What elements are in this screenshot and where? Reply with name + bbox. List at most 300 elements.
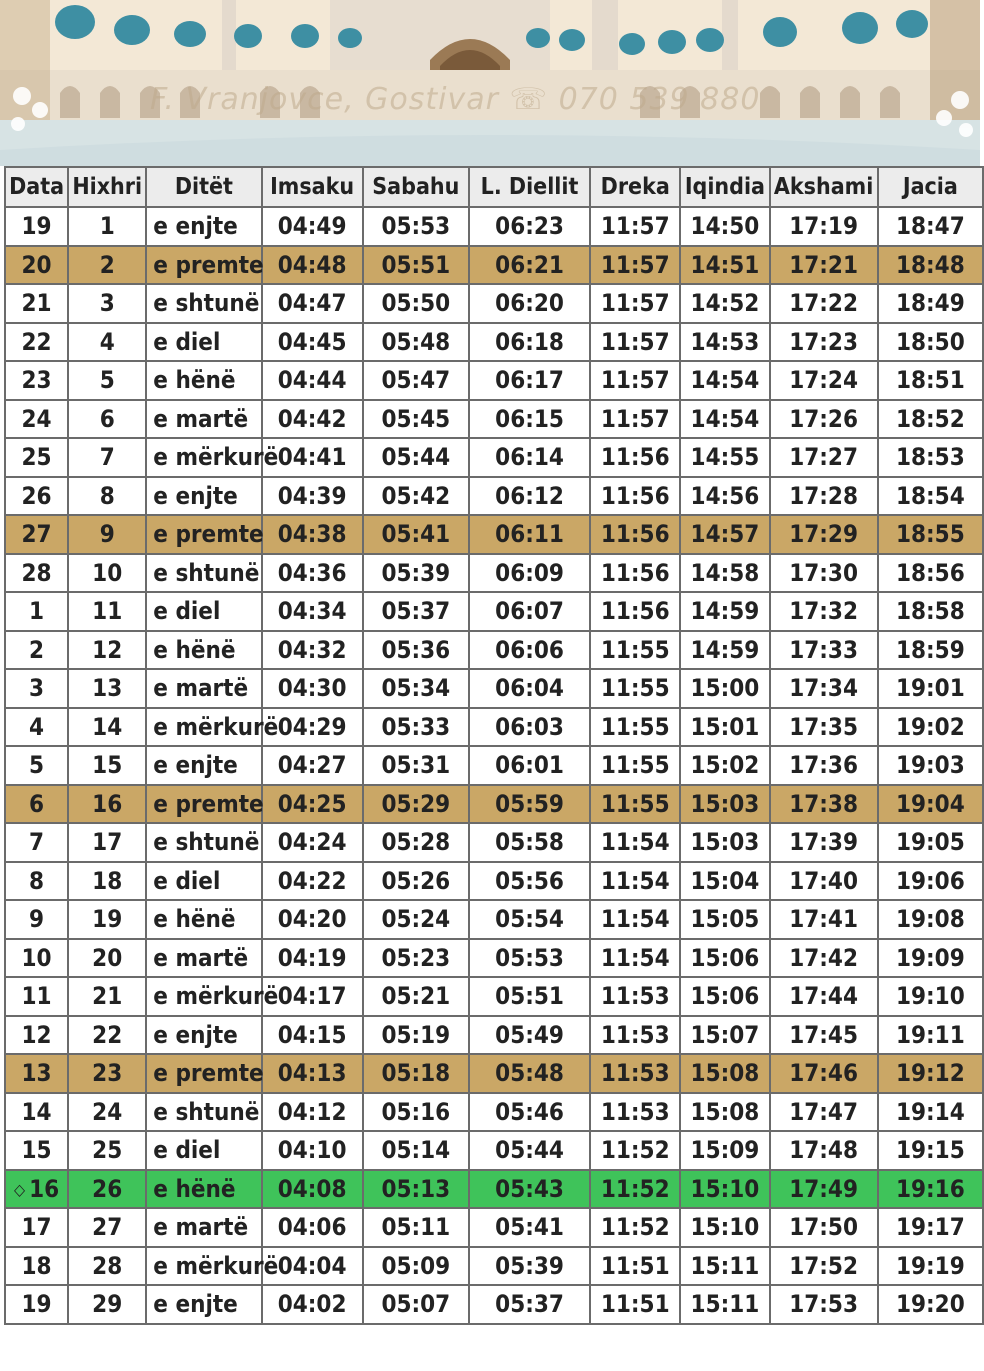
col-sabah-cell: 05:37 <box>363 592 469 631</box>
col-sabah-cell: 05:18 <box>363 1054 469 1093</box>
col-sunrise-cell: 05:41 <box>469 1208 590 1247</box>
col-maghrib-cell: 17:49 <box>770 1170 878 1209</box>
col-hijri-cell: 1 <box>68 207 146 246</box>
col-sabah-cell: 05:07 <box>363 1285 469 1324</box>
col-dhuhr-cell: 11:57 <box>590 246 680 285</box>
col-dhuhr-cell: 11:57 <box>590 207 680 246</box>
col-imsak-cell: 04:12 <box>262 1093 363 1132</box>
col-dhuhr-cell: 11:54 <box>590 900 680 939</box>
table-row <box>5 207 983 246</box>
col-dhuhr-cell: 11:54 <box>590 823 680 862</box>
col-dhuhr-cell: 11:56 <box>590 477 680 516</box>
col-day-cell: e martë <box>146 939 261 978</box>
col-sunrise-cell: 05:37 <box>469 1285 590 1324</box>
col-maghrib-cell: 17:47 <box>770 1093 878 1132</box>
col-day-cell: e shtunë <box>146 823 261 862</box>
table-row <box>5 400 983 439</box>
col-maghrib-cell: 17:22 <box>770 284 878 323</box>
table-row <box>5 1016 983 1055</box>
col-asr-cell: 15:02 <box>680 746 769 785</box>
col-day-cell: e enjte <box>146 477 261 516</box>
col-sabah-cell: 05:50 <box>363 284 469 323</box>
col-sunrise-cell: 06:06 <box>469 631 590 670</box>
col-day-header: Ditët <box>146 167 261 207</box>
col-maghrib-cell: 17:38 <box>770 785 878 824</box>
col-dhuhr-cell: 11:55 <box>590 631 680 670</box>
col-isha-cell: 18:55 <box>878 515 983 554</box>
col-imsak-cell: 04:13 <box>262 1054 363 1093</box>
col-asr-cell: 14:56 <box>680 477 769 516</box>
col-isha-header: Jacia <box>878 167 983 207</box>
table-row <box>5 477 983 516</box>
col-day-cell: e enjte <box>146 1285 261 1324</box>
col-imsak-cell: 04:19 <box>262 939 363 978</box>
col-asr-cell: 15:03 <box>680 785 769 824</box>
col-maghrib-cell: 17:24 <box>770 361 878 400</box>
col-day-cell: e shtunë <box>146 554 261 593</box>
table-row <box>5 284 983 323</box>
col-day-cell: e mërkurë <box>146 708 261 747</box>
col-maghrib-cell: 17:34 <box>770 669 878 708</box>
col-maghrib-cell: 17:21 <box>770 246 878 285</box>
col-date-cell: 25 <box>5 438 68 477</box>
col-isha-cell: 18:54 <box>878 477 983 516</box>
col-dhuhr-cell: 11:55 <box>590 669 680 708</box>
col-asr-cell: 15:10 <box>680 1208 769 1247</box>
col-asr-cell: 15:08 <box>680 1093 769 1132</box>
col-sabah-cell: 05:34 <box>363 669 469 708</box>
col-hijri-cell: 20 <box>68 939 146 978</box>
col-sabah-cell: 05:41 <box>363 515 469 554</box>
col-imsak-cell: 04:30 <box>262 669 363 708</box>
col-maghrib-cell: 17:19 <box>770 207 878 246</box>
col-dhuhr-cell: 11:57 <box>590 284 680 323</box>
col-hijri-cell: 8 <box>68 477 146 516</box>
col-maghrib-cell: 17:30 <box>770 554 878 593</box>
col-hijri-cell: 10 <box>68 554 146 593</box>
col-maghrib-cell: 17:28 <box>770 477 878 516</box>
col-isha-cell: 18:59 <box>878 631 983 670</box>
col-sabah-cell: 05:11 <box>363 1208 469 1247</box>
col-sunrise-cell: 06:17 <box>469 361 590 400</box>
col-isha-cell: 19:11 <box>878 1016 983 1055</box>
col-imsak-header: Imsaku <box>262 167 363 207</box>
col-maghrib-cell: 17:46 <box>770 1054 878 1093</box>
col-asr-cell: 15:06 <box>680 977 769 1016</box>
col-asr-cell: 15:10 <box>680 1170 769 1209</box>
col-dhuhr-cell: 11:56 <box>590 515 680 554</box>
table-row <box>5 862 983 901</box>
col-imsak-cell: 04:22 <box>262 862 363 901</box>
col-hijri-cell: 15 <box>68 746 146 785</box>
col-day-cell: e enjte <box>146 746 261 785</box>
col-date-cell: 1 <box>5 592 68 631</box>
col-dhuhr-cell: 11:56 <box>590 438 680 477</box>
col-sunrise-cell: 06:15 <box>469 400 590 439</box>
table-row-friday <box>5 1054 983 1093</box>
header-banner <box>0 0 980 166</box>
table-row <box>5 669 983 708</box>
col-hijri-cell: 14 <box>68 708 146 747</box>
col-asr-cell: 15:11 <box>680 1247 769 1286</box>
col-hijri-cell: 7 <box>68 438 146 477</box>
banner-address: F. Vranjovce, Gostivar ☏ 070 539 880 <box>150 82 761 117</box>
col-sunrise-header: L. Diellit <box>469 167 590 207</box>
col-isha-cell: 19:08 <box>878 900 983 939</box>
col-sunrise-cell: 05:53 <box>469 939 590 978</box>
col-sunrise-cell: 05:48 <box>469 1054 590 1093</box>
table-body <box>5 207 983 1324</box>
table-row-friday <box>5 515 983 554</box>
col-sunrise-cell: 05:49 <box>469 1016 590 1055</box>
col-isha-cell: 19:03 <box>878 746 983 785</box>
col-sunrise-cell: 06:18 <box>469 323 590 362</box>
col-day-cell: e premte <box>146 1054 261 1093</box>
col-hijri-cell: 28 <box>68 1247 146 1286</box>
col-sunrise-cell: 06:11 <box>469 515 590 554</box>
col-day-cell: e shtunë <box>146 1093 261 1132</box>
col-imsak-cell: 04:44 <box>262 361 363 400</box>
col-isha-cell: 18:58 <box>878 592 983 631</box>
col-asr-cell: 15:00 <box>680 669 769 708</box>
col-date-cell: 10 <box>5 939 68 978</box>
col-sabah-cell: 05:39 <box>363 554 469 593</box>
col-isha-cell: 18:56 <box>878 554 983 593</box>
table-row <box>5 1285 983 1324</box>
col-imsak-cell: 04:47 <box>262 284 363 323</box>
col-day-cell: e enjte <box>146 1016 261 1055</box>
col-dhuhr-header: Dreka <box>590 167 680 207</box>
col-dhuhr-cell: 11:55 <box>590 746 680 785</box>
col-sunrise-cell: 06:01 <box>469 746 590 785</box>
col-isha-cell: 19:09 <box>878 939 983 978</box>
col-asr-cell: 14:54 <box>680 400 769 439</box>
col-asr-cell: 15:06 <box>680 939 769 978</box>
col-day-cell: e hënë <box>146 900 261 939</box>
col-sabah-cell: 05:21 <box>363 977 469 1016</box>
table-row <box>5 1093 983 1132</box>
table-row <box>5 1131 983 1170</box>
col-asr-cell: 14:59 <box>680 631 769 670</box>
col-hijri-cell: 16 <box>68 785 146 824</box>
col-sabah-cell: 05:48 <box>363 323 469 362</box>
col-maghrib-header: Akshami <box>770 167 878 207</box>
col-dhuhr-cell: 11:51 <box>590 1285 680 1324</box>
col-sunrise-cell: 05:56 <box>469 862 590 901</box>
col-date-cell: 11 <box>5 977 68 1016</box>
col-imsak-cell: 04:39 <box>262 477 363 516</box>
table-row <box>5 708 983 747</box>
col-isha-cell: 19:19 <box>878 1247 983 1286</box>
col-dhuhr-cell: 11:57 <box>590 323 680 362</box>
table-header-row <box>5 167 983 207</box>
col-date-cell: 26 <box>5 477 68 516</box>
col-asr-header: Iqindia <box>680 167 769 207</box>
col-date-header: Data <box>5 167 68 207</box>
col-imsak-cell: 04:02 <box>262 1285 363 1324</box>
table-row <box>5 361 983 400</box>
col-maghrib-cell: 17:45 <box>770 1016 878 1055</box>
col-date-cell <box>5 1170 68 1209</box>
col-sabah-cell: 05:24 <box>363 900 469 939</box>
col-dhuhr-cell: 11:55 <box>590 708 680 747</box>
col-dhuhr-cell: 11:53 <box>590 1016 680 1055</box>
col-hijri-cell: 27 <box>68 1208 146 1247</box>
col-sabah-cell: 05:31 <box>363 746 469 785</box>
col-asr-cell: 15:09 <box>680 1131 769 1170</box>
col-asr-cell: 15:05 <box>680 900 769 939</box>
col-date-cell: 24 <box>5 400 68 439</box>
col-hijri-cell: 12 <box>68 631 146 670</box>
col-hijri-cell: 25 <box>68 1131 146 1170</box>
table-row <box>5 554 983 593</box>
col-sunrise-cell: 06:03 <box>469 708 590 747</box>
col-date-cell: 19 <box>5 1285 68 1324</box>
col-asr-cell: 14:52 <box>680 284 769 323</box>
col-maghrib-cell: 17:53 <box>770 1285 878 1324</box>
col-isha-cell: 19:10 <box>878 977 983 1016</box>
table-row-friday <box>5 246 983 285</box>
col-imsak-cell: 04:17 <box>262 977 363 1016</box>
col-isha-cell: 19:17 <box>878 1208 983 1247</box>
col-date-cell: 8 <box>5 862 68 901</box>
col-sabah-cell: 05:23 <box>363 939 469 978</box>
col-asr-cell: 15:04 <box>680 862 769 901</box>
col-date-cell: 14 <box>5 1093 68 1132</box>
col-date-cell: 4 <box>5 708 68 747</box>
col-sabah-cell: 05:47 <box>363 361 469 400</box>
col-imsak-cell: 04:29 <box>262 708 363 747</box>
col-sunrise-cell: 05:54 <box>469 900 590 939</box>
col-day-cell: e martë <box>146 400 261 439</box>
col-dhuhr-cell: 11:54 <box>590 862 680 901</box>
col-sunrise-cell: 06:07 <box>469 592 590 631</box>
table-row <box>5 746 983 785</box>
col-hijri-header: Hixhri <box>68 167 146 207</box>
col-date-cell: 5 <box>5 746 68 785</box>
col-date-cell: 23 <box>5 361 68 400</box>
col-date-cell: 7 <box>5 823 68 862</box>
col-isha-cell: 19:02 <box>878 708 983 747</box>
col-date-cell: 18 <box>5 1247 68 1286</box>
col-isha-cell: 18:52 <box>878 400 983 439</box>
col-isha-cell: 19:20 <box>878 1285 983 1324</box>
col-dhuhr-cell: 11:54 <box>590 939 680 978</box>
col-sabah-cell: 05:29 <box>363 785 469 824</box>
col-sunrise-cell: 05:39 <box>469 1247 590 1286</box>
col-hijri-cell: 18 <box>68 862 146 901</box>
col-isha-cell: 18:53 <box>878 438 983 477</box>
col-sabah-cell: 05:53 <box>363 207 469 246</box>
col-dhuhr-cell: 11:51 <box>590 1247 680 1286</box>
col-sunrise-cell: 06:21 <box>469 246 590 285</box>
col-imsak-cell: 04:49 <box>262 207 363 246</box>
col-maghrib-cell: 17:26 <box>770 400 878 439</box>
col-asr-cell: 15:01 <box>680 708 769 747</box>
col-sunrise-cell: 06:23 <box>469 207 590 246</box>
col-imsak-cell: 04:34 <box>262 592 363 631</box>
col-day-cell: e mërkurë <box>146 1247 261 1286</box>
col-maghrib-cell: 17:39 <box>770 823 878 862</box>
col-date-cell: 17 <box>5 1208 68 1247</box>
col-sunrise-cell: 05:46 <box>469 1093 590 1132</box>
col-hijri-cell: 11 <box>68 592 146 631</box>
col-imsak-cell: 04:38 <box>262 515 363 554</box>
col-day-cell: e enjte <box>146 207 261 246</box>
col-hijri-cell: 13 <box>68 669 146 708</box>
table-row <box>5 631 983 670</box>
col-imsak-cell: 04:36 <box>262 554 363 593</box>
col-isha-cell: 18:48 <box>878 246 983 285</box>
col-isha-cell: 18:51 <box>878 361 983 400</box>
col-isha-cell: 19:14 <box>878 1093 983 1132</box>
col-isha-cell: 18:50 <box>878 323 983 362</box>
col-hijri-cell: 17 <box>68 823 146 862</box>
col-sabah-cell: 05:16 <box>363 1093 469 1132</box>
table-row <box>5 592 983 631</box>
col-sabah-cell: 05:45 <box>363 400 469 439</box>
col-maghrib-cell: 17:44 <box>770 977 878 1016</box>
col-sunrise-cell: 05:59 <box>469 785 590 824</box>
col-day-cell: e diel <box>146 1131 261 1170</box>
col-hijri-cell: 2 <box>68 246 146 285</box>
col-date-cell: 3 <box>5 669 68 708</box>
col-sunrise-cell: 06:12 <box>469 477 590 516</box>
col-maghrib-cell: 17:35 <box>770 708 878 747</box>
col-sabah-cell: 05:33 <box>363 708 469 747</box>
col-sabah-cell: 05:14 <box>363 1131 469 1170</box>
col-dhuhr-cell: 11:56 <box>590 592 680 631</box>
col-imsak-cell: 04:48 <box>262 246 363 285</box>
col-dhuhr-cell: 11:53 <box>590 1093 680 1132</box>
col-sunrise-cell: 05:43 <box>469 1170 590 1209</box>
col-sunrise-cell: 06:14 <box>469 438 590 477</box>
col-hijri-cell: 21 <box>68 977 146 1016</box>
col-date-cell: 9 <box>5 900 68 939</box>
table-row <box>5 977 983 1016</box>
col-dhuhr-cell: 11:56 <box>590 554 680 593</box>
col-dhuhr-cell: 11:52 <box>590 1131 680 1170</box>
col-dhuhr-cell: 11:57 <box>590 400 680 439</box>
col-day-cell: e hënë <box>146 361 261 400</box>
col-sunrise-cell: 06:09 <box>469 554 590 593</box>
col-date-cell: 12 <box>5 1016 68 1055</box>
col-maghrib-cell: 17:40 <box>770 862 878 901</box>
col-hijri-cell: 19 <box>68 900 146 939</box>
col-date-cell: 19 <box>5 207 68 246</box>
col-imsak-cell: 04:32 <box>262 631 363 670</box>
col-dhuhr-cell: 11:53 <box>590 1054 680 1093</box>
col-day-cell: e shtunë <box>146 284 261 323</box>
col-imsak-cell: 04:45 <box>262 323 363 362</box>
col-isha-cell: 19:04 <box>878 785 983 824</box>
col-asr-cell: 14:57 <box>680 515 769 554</box>
col-maghrib-cell: 17:23 <box>770 323 878 362</box>
table-row-friday <box>5 785 983 824</box>
col-hijri-cell: 5 <box>68 361 146 400</box>
col-day-cell: e hënë <box>146 1170 261 1209</box>
col-asr-cell: 15:07 <box>680 1016 769 1055</box>
col-sabah-cell: 05:42 <box>363 477 469 516</box>
col-asr-cell: 14:55 <box>680 438 769 477</box>
col-hijri-cell: 26 <box>68 1170 146 1209</box>
col-maghrib-cell: 17:42 <box>770 939 878 978</box>
col-dhuhr-cell: 11:52 <box>590 1208 680 1247</box>
col-isha-cell: 19:16 <box>878 1170 983 1209</box>
col-date-cell: 22 <box>5 323 68 362</box>
col-hijri-cell: 23 <box>68 1054 146 1093</box>
col-asr-cell: 14:50 <box>680 207 769 246</box>
col-sunrise-cell: 05:58 <box>469 823 590 862</box>
col-maghrib-cell: 17:52 <box>770 1247 878 1286</box>
col-hijri-cell: 6 <box>68 400 146 439</box>
table-row <box>5 1247 983 1286</box>
col-maghrib-cell: 17:41 <box>770 900 878 939</box>
col-asr-cell: 14:58 <box>680 554 769 593</box>
col-day-cell: e diel <box>146 323 261 362</box>
col-day-cell: e premte <box>146 515 261 554</box>
col-sabah-cell: 05:13 <box>363 1170 469 1209</box>
col-maghrib-cell: 17:48 <box>770 1131 878 1170</box>
col-sunrise-cell: 05:44 <box>469 1131 590 1170</box>
col-dhuhr-cell: 11:53 <box>590 977 680 1016</box>
col-sabah-cell: 05:09 <box>363 1247 469 1286</box>
col-asr-cell: 14:54 <box>680 361 769 400</box>
table-row <box>5 323 983 362</box>
col-isha-cell: 18:47 <box>878 207 983 246</box>
table-row <box>5 1208 983 1247</box>
col-imsak-cell: 04:25 <box>262 785 363 824</box>
col-date-cell: 28 <box>5 554 68 593</box>
table-row-today <box>5 1170 983 1209</box>
col-imsak-cell: 04:41 <box>262 438 363 477</box>
col-hijri-cell: 9 <box>68 515 146 554</box>
col-sabah-header: Sabahu <box>363 167 469 207</box>
col-sunrise-cell: 06:04 <box>469 669 590 708</box>
col-imsak-cell: 04:20 <box>262 900 363 939</box>
col-imsak-cell: 04:42 <box>262 400 363 439</box>
col-dhuhr-cell: 11:57 <box>590 361 680 400</box>
col-date-cell: 6 <box>5 785 68 824</box>
col-asr-cell: 15:11 <box>680 1285 769 1324</box>
col-sabah-cell: 05:28 <box>363 823 469 862</box>
date-value: 16 <box>29 1174 60 1203</box>
col-imsak-cell: 04:08 <box>262 1170 363 1209</box>
col-day-cell: e premte <box>146 246 261 285</box>
col-asr-cell: 14:51 <box>680 246 769 285</box>
col-dhuhr-cell: 11:52 <box>590 1170 680 1209</box>
col-imsak-cell: 04:06 <box>262 1208 363 1247</box>
col-date-cell: 20 <box>5 246 68 285</box>
col-asr-cell: 15:08 <box>680 1054 769 1093</box>
col-isha-cell: 19:06 <box>878 862 983 901</box>
col-isha-cell: 19:01 <box>878 669 983 708</box>
col-imsak-cell: 04:04 <box>262 1247 363 1286</box>
col-asr-cell: 14:53 <box>680 323 769 362</box>
col-isha-cell: 19:15 <box>878 1131 983 1170</box>
col-hijri-cell: 22 <box>68 1016 146 1055</box>
col-maghrib-cell: 17:33 <box>770 631 878 670</box>
col-day-cell: e martë <box>146 1208 261 1247</box>
col-maghrib-cell: 17:27 <box>770 438 878 477</box>
col-sabah-cell: 05:51 <box>363 246 469 285</box>
table-row <box>5 823 983 862</box>
prayer-times-table <box>4 166 984 1325</box>
col-date-cell: 21 <box>5 284 68 323</box>
today-marker-icon: ◇ <box>14 1179 26 1199</box>
col-sabah-cell: 05:36 <box>363 631 469 670</box>
col-day-cell: e premte <box>146 785 261 824</box>
